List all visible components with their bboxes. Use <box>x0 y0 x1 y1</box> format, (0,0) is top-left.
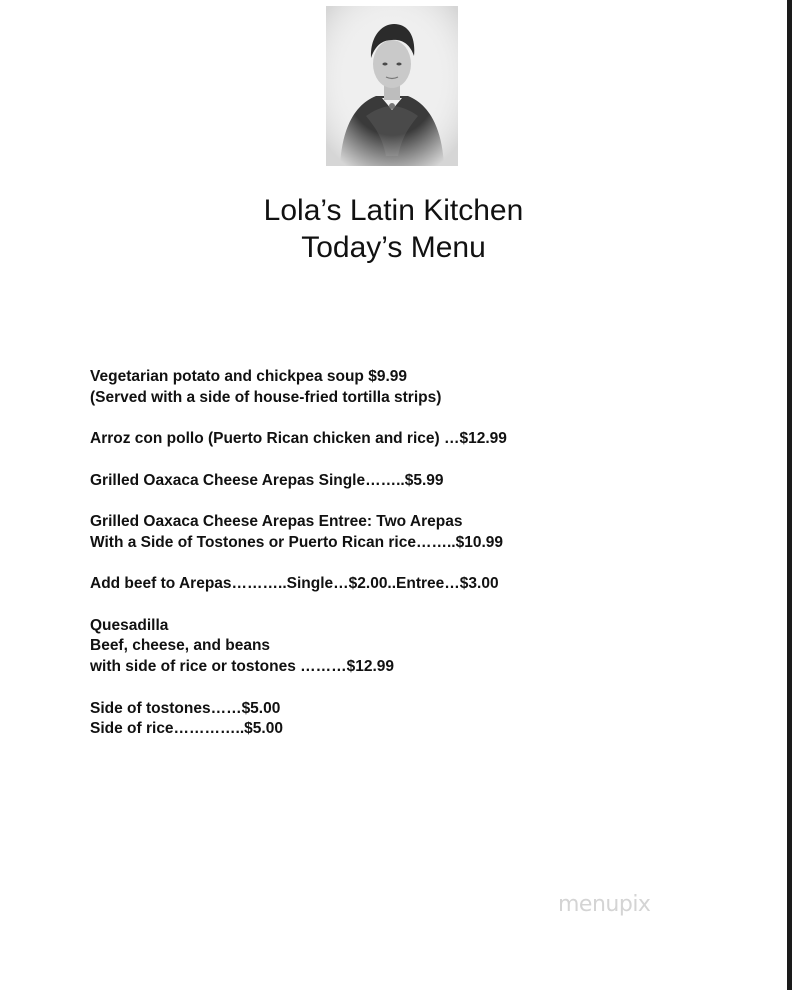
menu-item-add-beef <box>90 574 690 595</box>
menu-line: (Served with a side of house-fried tortilla strips) <box>90 388 442 406</box>
menu-item-quesadilla <box>90 616 690 678</box>
menu-line: With a Side of Tostones or Puerto Rican rice……..$10.99 <box>90 533 504 551</box>
menu-item-arepas-single <box>90 471 690 492</box>
menu-list <box>90 367 690 761</box>
menupix-watermark: menupix <box>558 892 651 917</box>
menu-line: Grilled Oaxaca Cheese Arepas Entree: Two Arepas <box>90 512 463 530</box>
restaurant-title: Lola’s Latin Kitchen <box>263 194 524 227</box>
menu-item-soup <box>90 367 690 409</box>
menu-line: Add beef to Arepas………..Single…$2.00..Entree…$3.00 <box>90 575 499 593</box>
menu-item-arroz-con-pollo <box>90 429 690 450</box>
menu-line: Arroz con pollo (Puerto Rican chicken and rice) …$12.99 <box>90 430 507 448</box>
menu-subtitle: Today’s Menu <box>301 231 486 264</box>
menu-line: Grilled Oaxaca Cheese Arepas Single……..$5.99 <box>90 471 444 489</box>
menu-line: Side of tostones……$5.00 <box>90 699 281 717</box>
menu-line: Side of rice…………..$5.00 <box>90 720 283 738</box>
menu-line: Vegetarian potato and chickpea soup $9.99 <box>90 368 407 385</box>
portrait-image <box>326 6 458 166</box>
menu-line: with side of rice or tostones ………$12.99 <box>90 658 395 676</box>
header <box>0 192 787 266</box>
menu-item-arepas-entree <box>90 512 690 554</box>
menu-line: Quesadilla <box>90 616 169 634</box>
menu-item-sides <box>90 699 690 741</box>
menu-line: Beef, cheese, and beans <box>90 637 271 655</box>
page-edge-bar <box>787 0 792 990</box>
